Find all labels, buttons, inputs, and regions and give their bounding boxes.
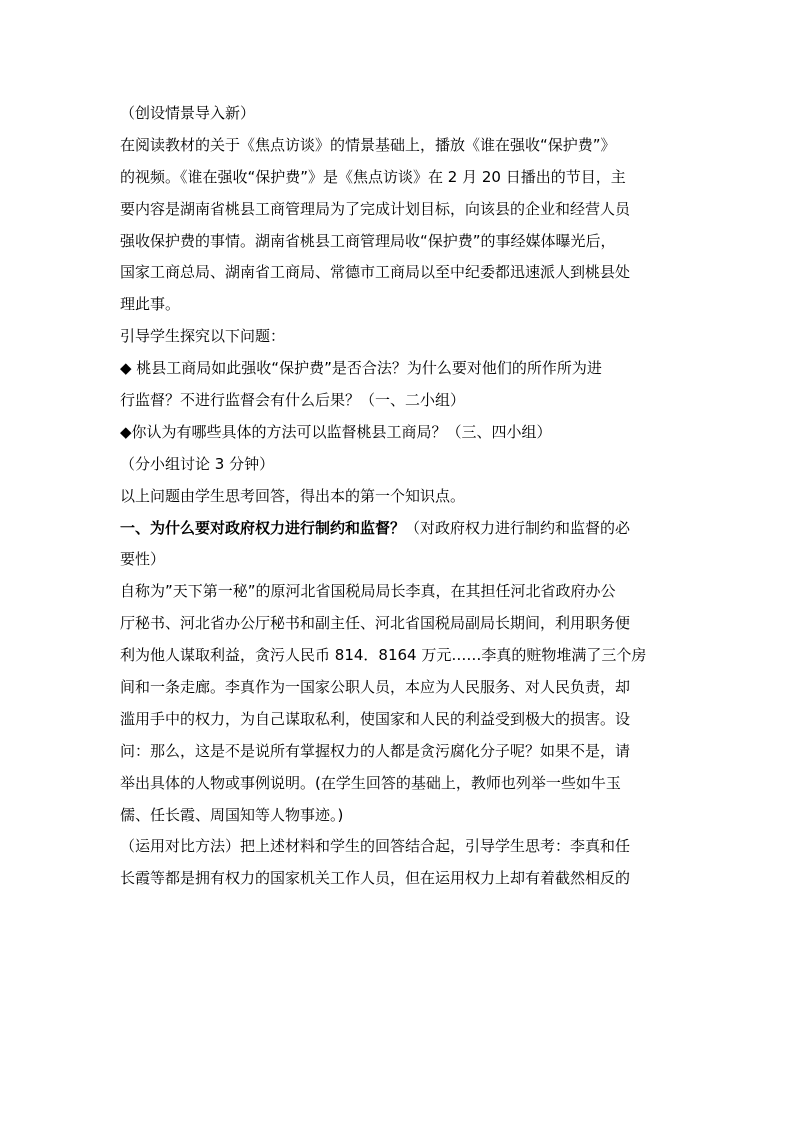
section-heading-note: （对政府权力进行制约和监督的必 — [405, 518, 631, 537]
text-line: 要性） — [120, 550, 166, 569]
text-line: 国家工商总局、湖南省工商局、常德市工商局以至中纪委都迅速派人到桃县处 — [120, 263, 631, 282]
text-line: 的视频。《谁在强收“保护费”》是《焦点访谈》在 2 月 20 日播出的节目，主 — [120, 167, 626, 186]
document-body — [120, 98, 680, 895]
text-line: 在阅读教材的关于《焦点访谈》的情景基础上，播放《谁在强收“保护费”》 — [120, 135, 616, 154]
text-line: （运用对比方法）把上述材料和学生的回答结合起，引导学生思考：李真和任 — [120, 837, 631, 856]
text-line: 间和一条走廊。李真作为一国家公职人员，本应为人民服务、对人民负责，却 — [120, 678, 631, 697]
text-line: 问：那么，这是不是说所有掌握权力的人都是贪污腐化分子呢？如果不是，请 — [120, 741, 631, 760]
text-line: 要内容是湖南省桃县工商管理局为了完成计划目标，向该县的企业和经营人员 — [120, 199, 631, 218]
text-line: 理此事。 — [120, 295, 181, 314]
question-bullet-1: ◆ 桃县工商局如此强收“保护费”是否合法？为什么要对他们的所作所为进 — [120, 359, 602, 378]
text-line: 自称为”天下第一秘”的原河北省国税局局长李真，在其担任河北省政府办公 — [120, 582, 616, 601]
text-line: 强收保护费的事情。湖南省桃县工商管理局收“保护费”的事经媒体曝光后， — [120, 231, 616, 250]
text-line: 厅秘书、河北省办公厅秘书和副主任、河北省国税局副局长期间，利用职务便 — [120, 614, 631, 633]
section-heading-line — [120, 513, 680, 545]
text-line-discussion-note: （分小组讨论 3 分钟） — [120, 454, 275, 473]
section-heading: 一、为什么要对政府权力进行制约和监督？ — [120, 518, 406, 537]
text-line: 举出具体的人物或事例说明。(在学生回答的基础上，教师也列举一些如牛玉 — [120, 773, 621, 792]
text-line-intro-label: （创设情景导入新） — [120, 104, 256, 122]
text-line: 行监督？不进行监督会有什么后果？（一、二小组） — [120, 391, 466, 410]
question-bullet-2: ◆你认为有哪些具体的方法可以监督桃县工商局？（三、四小组） — [120, 422, 552, 441]
text-line: 儒、任长霞、周国知等人物事迹。) — [120, 805, 344, 824]
text-line: 滥用手中的权力，为自己谋取私利，使国家和人民的利益受到极大的损害。设 — [120, 709, 631, 728]
text-line: 利为他人谋取利益，贪污人民币 814．8164 万元……李真的赃物堆满了三个房 — [120, 646, 647, 665]
text-line-prompt: 引导学生探究以下问题： — [120, 327, 286, 346]
text-line: 以上问题由学生思考回答，得出本的第一个知识点。 — [120, 486, 466, 505]
text-line: 长霞等都是拥有权力的国家机关工作人员，但在运用权力上却有着截然相反的 — [120, 869, 631, 888]
